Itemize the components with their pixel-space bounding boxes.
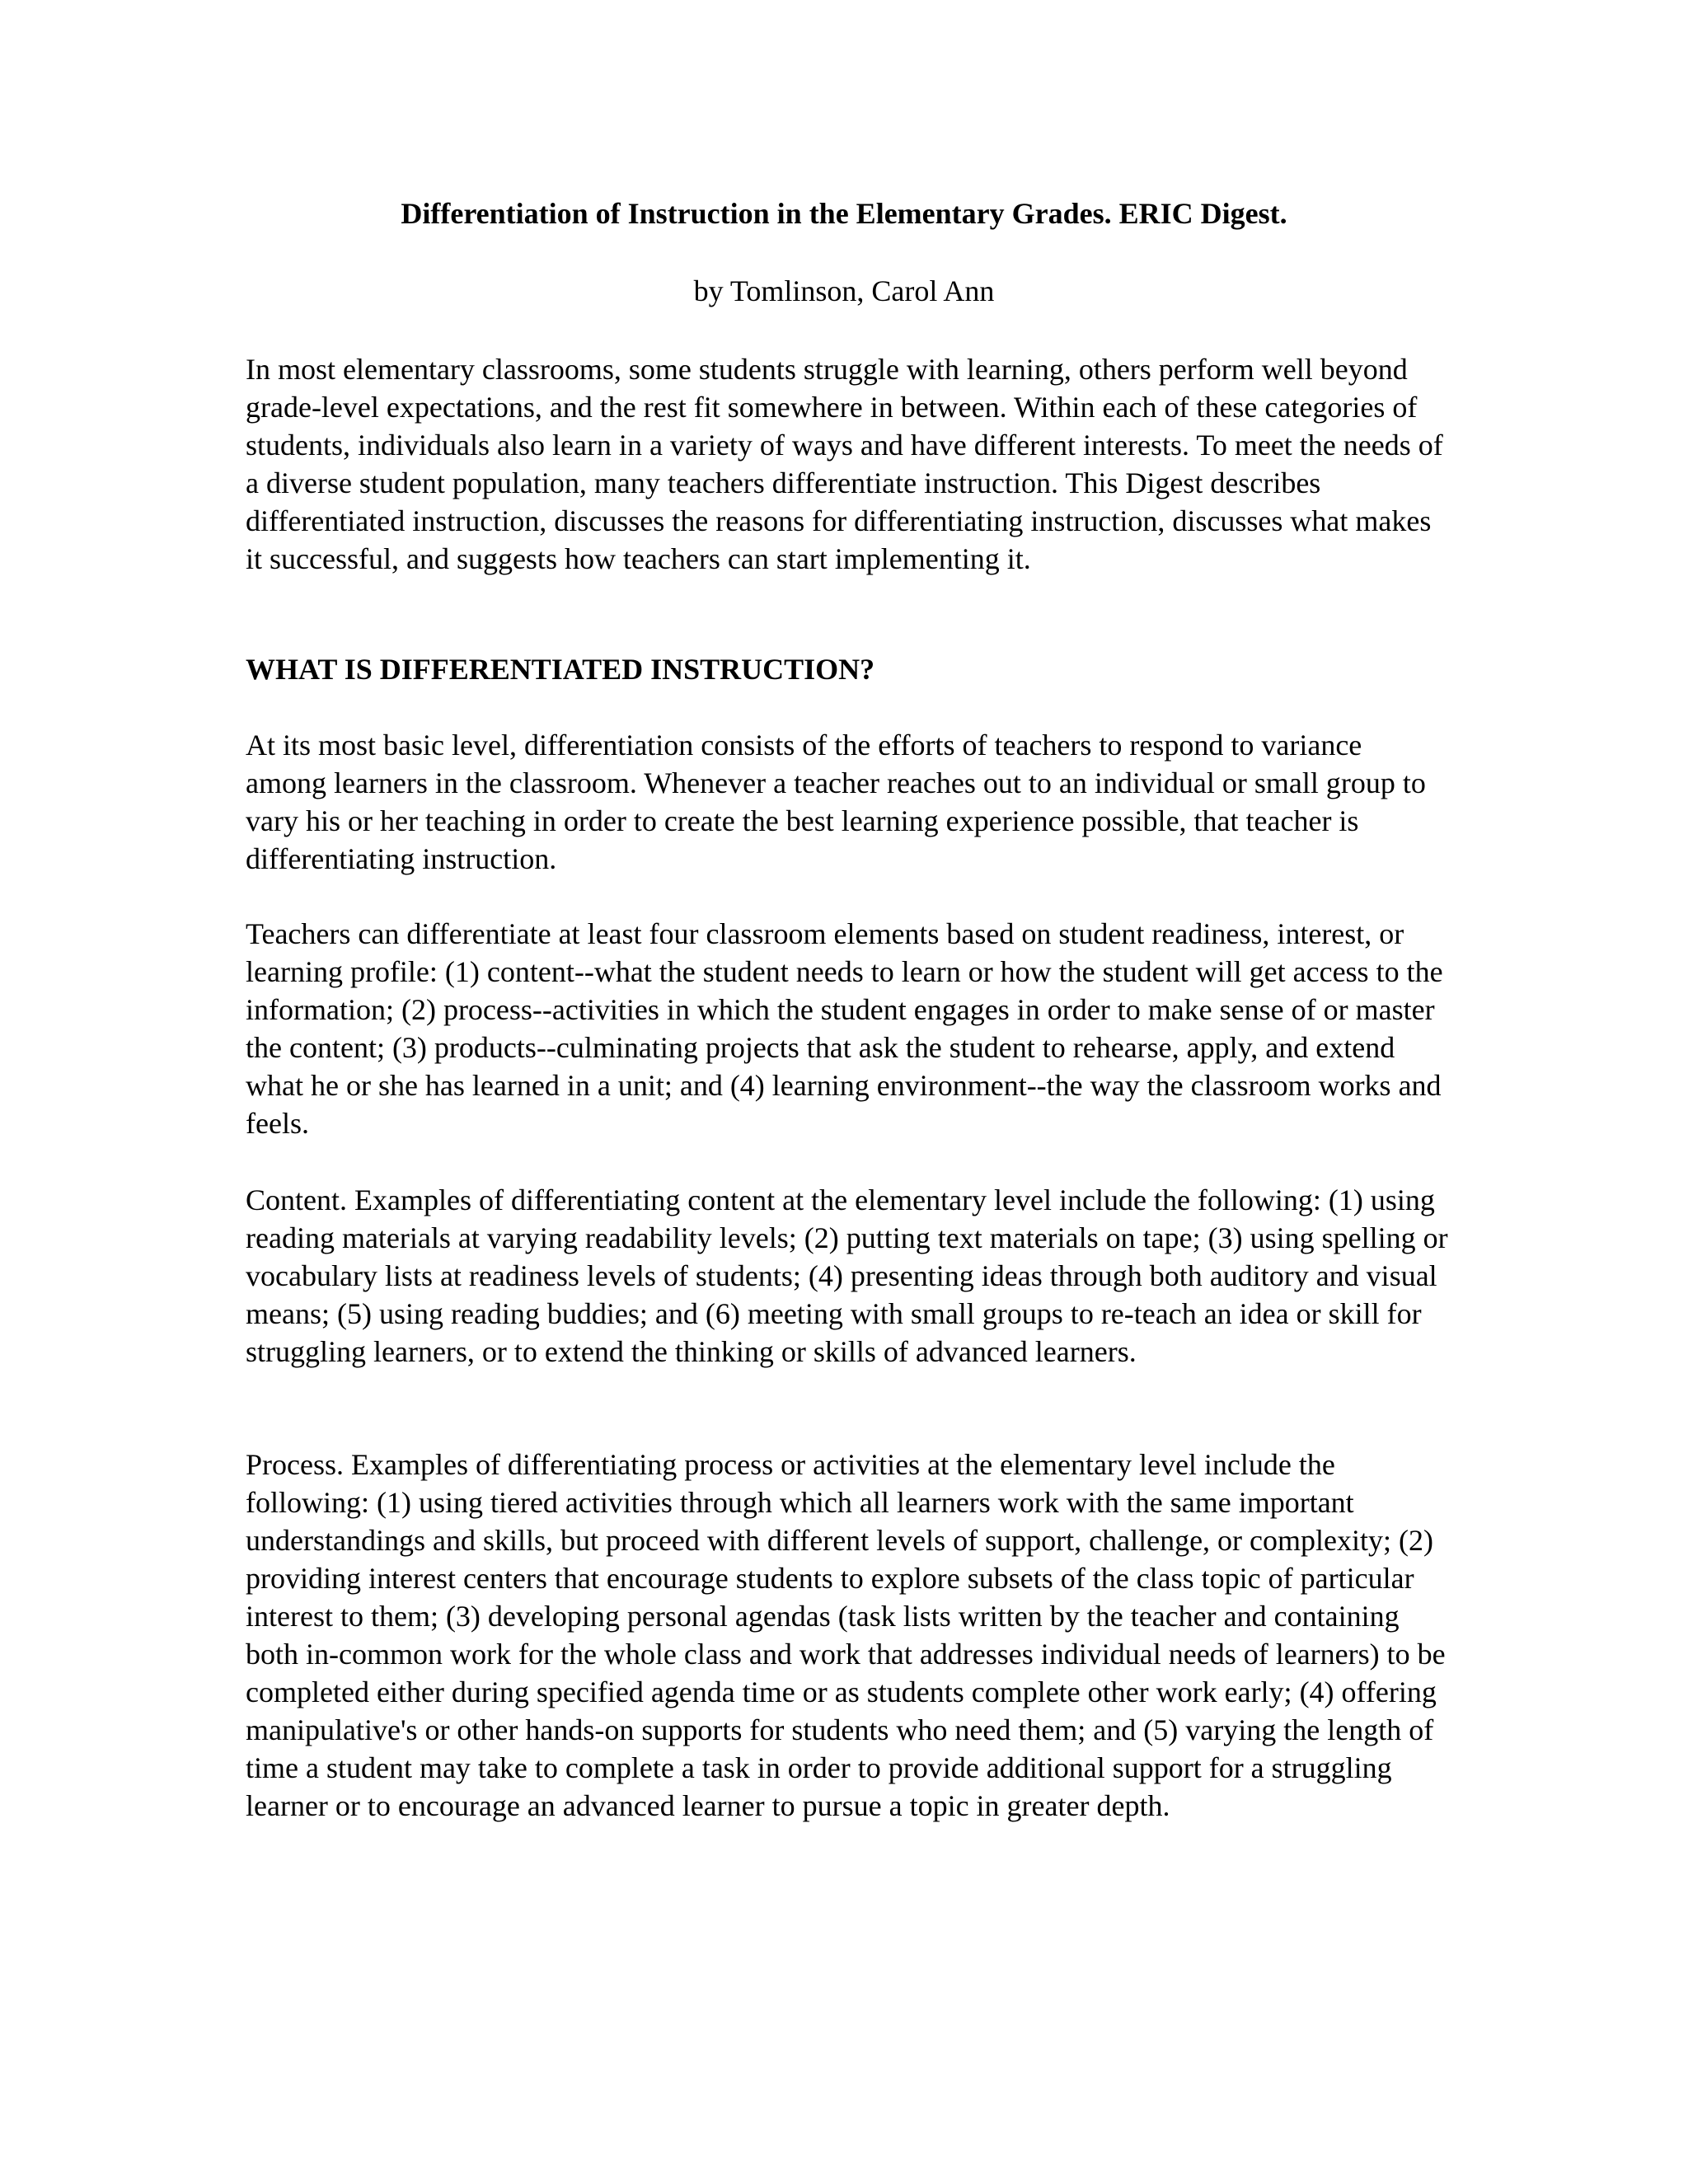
paragraph-process: Process. Examples of differentiating process or activities at the elementary level include the following: (1) using tiered activities through which all learners work with the same important understandings and skills, but proceed with different levels of support, challenge, or complexity; (2) providing interest centers that encourage students to explore subsets of the class topic of particular interest to them; (3) developing personal agendas (task lists written by the teacher and containing both in-common work for the whole class and work that addresses individual needs of learners) to be completed either during specified agenda time or as students complete other work early; (4) offering manipulative's or other hands-on supports for students who need them; and (5) varying the length of time a student may take to complete a task in order to provide additional support for a struggling learner or to encourage an advanced learner to pursue a topic in greater depth. <box>246 1448 1446 1822</box>
paragraph-content: Content. Examples of differentiating content at the elementary level include the following: (1) using reading materials at varying readability levels; (2) putting text materials on tape; (3) using spelling or vocabulary lists at readiness levels of students; (4) presenting ideas through both auditory and visual means; (5) using reading buddies; and (6) meeting with small groups to re-teach an idea or skill for struggling learners, or to extend the thinking or skills of advanced learners. <box>246 1183 1448 1368</box>
paragraph-definition: At its most basic level, differentiation consists of the efforts of teachers to respond to variance among learners in the classroom. Whenever a teacher reaches out to an individual or small group to vary his or her teaching in order to create the best learning experience possible, that teacher is differentiating instruction. <box>246 729 1426 875</box>
document-title: Differentiation of Instruction in the Elementary Grades. ERIC Digest. <box>401 197 1287 230</box>
section-heading: WHAT IS DIFFERENTIATED INSTRUCTION? <box>246 653 875 686</box>
intro-paragraph: In most elementary classrooms, some students struggle with learning, others perform well beyond grade-level expectations, and the rest fit somewhere in between. Within each of these categories of students, individuals also learn in a variety of ways and have different interests. To meet the needs of a diverse student population, many teachers differentiate instruction. This Digest describes differentiated instruction, discusses the reasons for differentiating instruction, discusses what makes it successful, and suggests how teachers can start implementing it. <box>246 353 1443 575</box>
document-byline: by Tomlinson, Carol Ann <box>693 274 995 307</box>
paragraph-four-elements: Teachers can differentiate at least four classroom elements based on student readiness, interest, or learning profile: (1) content--what the student needs to learn or how the student will get access to the information; (2) process--activities in which the student engages in order to make sense of or master the content; (3) products--culminating projects that ask the student to rehearse, apply, and extend what he or she has learned in a unit; and (4) learning environment--the way the classroom works and feels. <box>246 917 1443 1140</box>
